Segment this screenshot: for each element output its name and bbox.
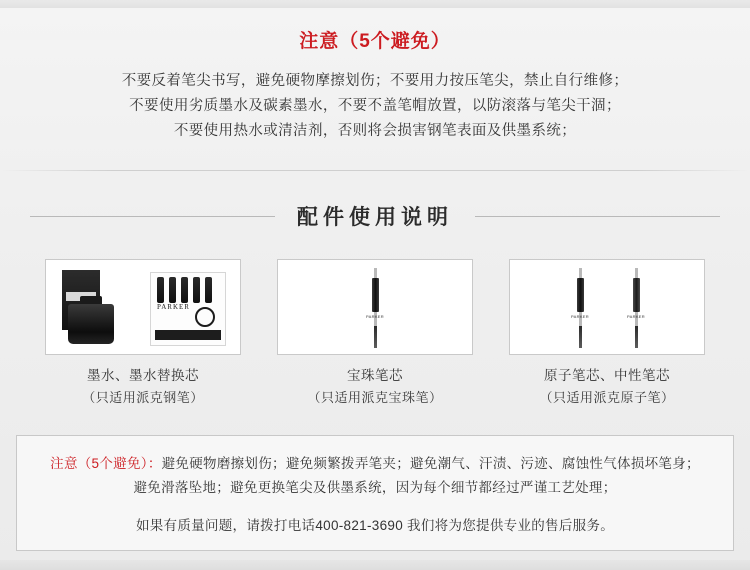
parker-ring-icon [195, 307, 215, 327]
bottom-notice-line-2: 避免滑落坠地；避免更换笔尖及供墨系统，因为每个细节都经过严谨工艺处理； [133, 480, 617, 495]
accessory-name: 原子笔芯、中性笔芯 [544, 368, 670, 383]
section-title: 配件使用说明 [297, 206, 453, 229]
section-divider [0, 170, 750, 171]
top-notice-line-3: 不要使用热水或清洁剂，否则将会损害钢笔表面及供墨系统； [173, 123, 577, 139]
ink-bottle-icon [46, 260, 240, 354]
bottom-edge-band [0, 560, 750, 570]
cartridge-shape [169, 277, 176, 303]
accessory-name: 宝珠笔芯 [347, 368, 403, 383]
heading-rule-right [475, 216, 720, 217]
top-notice-section [0, 8, 750, 156]
accessory-thumbnail-rollerball [277, 259, 473, 355]
ink-bottle-shape [68, 304, 114, 344]
ballpoint-refill-icon [571, 268, 589, 348]
accessory-card-list [0, 259, 750, 409]
accessory-caption-ink [45, 365, 241, 409]
accessory-thumbnail-ink [45, 259, 241, 355]
refill-grip-shape [577, 278, 584, 312]
accessory-subtitle: （只适用派克原子笔） [539, 390, 675, 405]
accessory-card-rollerball [277, 259, 473, 409]
refill-tip-shape [374, 326, 377, 348]
accessory-subtitle: （只适用派克宝珠笔） [307, 390, 443, 405]
refill-grip-shape [372, 278, 379, 312]
accessory-caption-ballpoint [509, 365, 705, 409]
refill-brand-text: PARKER [627, 314, 645, 319]
accessory-card-ink [45, 259, 241, 409]
gel-refill-icon [627, 268, 645, 348]
top-edge-band [0, 0, 750, 8]
cartridge-shape [193, 277, 200, 303]
rollerball-refill-icon [366, 268, 384, 348]
pack-brand-text: PARKER [157, 303, 190, 311]
bottom-notice-box [16, 435, 734, 551]
cartridge-shape [157, 277, 164, 303]
accessory-subtitle: （只适用派克钢笔） [82, 390, 204, 405]
accessory-name: 墨水、墨水替换芯 [87, 368, 199, 383]
pack-bottom-band [155, 330, 221, 340]
accessory-caption-rollerball [277, 365, 473, 409]
cartridge-shape [205, 277, 212, 303]
bottom-notice-line-1 [35, 452, 715, 476]
refill-tip-shape [579, 326, 582, 348]
top-notice-title: 注意（5个避免） [299, 31, 451, 52]
refill-brand-text: PARKER [571, 314, 589, 319]
bottom-notice-red-label: 注意（5个避免）： [50, 456, 162, 471]
top-notice-line-2: 不要使用劣质墨水及碳素墨水，不要不盖笔帽放置，以防滚落与笔尖干涸； [129, 98, 621, 114]
accessory-thumbnail-ballpoint [509, 259, 705, 355]
cartridge-pack-icon [150, 272, 226, 346]
heading-rule-left [30, 216, 275, 217]
bottom-notice-line-1-rest: 避免硬物磨擦划伤；避免频繁拨弄笔夹；避免潮气、汗渍、污迹、腐蚀性气体损坏笔身； [161, 456, 700, 471]
refill-tip-shape [635, 326, 638, 348]
cartridge-shape [181, 277, 188, 303]
refill-brand-text: PARKER [366, 314, 384, 319]
refill-grip-shape [633, 278, 640, 312]
top-notice-line-1: 不要反着笔尖书写，避免硬物摩擦划伤；不要用力按压笔尖，禁止自行维修； [121, 73, 629, 89]
after-sales-service-text: 如果有质量问题，请拨打电话400-821-3690 我们将为您提供专业的售后服务。 [135, 518, 615, 533]
accessory-section-header [0, 201, 750, 231]
accessory-card-ballpoint [509, 259, 705, 409]
